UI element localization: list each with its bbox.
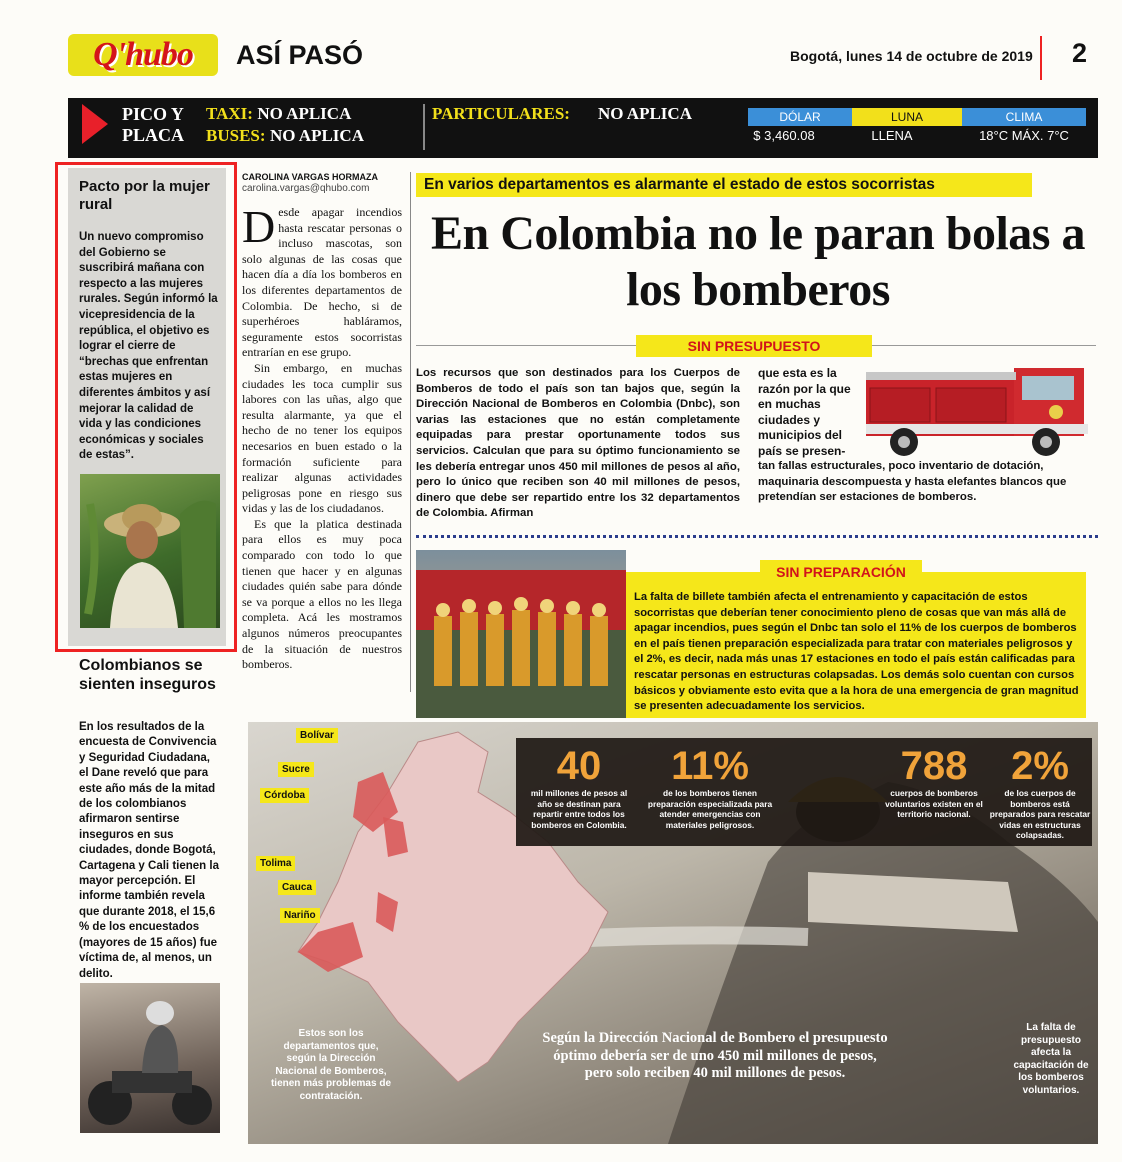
pico-y-placa-label — [122, 104, 184, 146]
side-caption: La falta de presupuesto afecta la capacitación de los bomberos voluntarios. — [1013, 1022, 1089, 1096]
qhubo-logo: Q'hubo — [68, 34, 218, 76]
dolar-value: $ 3,460.08 — [753, 128, 815, 143]
article-paragraph-1 — [242, 201, 402, 361]
sin-preparacion-label: SIN PREPARACIÓN — [760, 560, 922, 584]
map-label-bolivar: Bolívar — [296, 728, 338, 743]
byline: CAROLINA VARGAS HORMAZA — [242, 172, 378, 182]
dotted-divider — [416, 535, 1098, 538]
motorcycle-photo — [80, 983, 220, 1133]
map-label-narino: Nariño — [280, 908, 320, 923]
stat-value-3: 788 — [900, 744, 968, 788]
particulares-value: NO APLICA — [598, 104, 692, 123]
map-caption: Estos son los departamentos que, según la Dirección Nacional de Bomberos, tienen más problemas de contratación. — [270, 1028, 392, 1102]
highlight-frame — [55, 162, 237, 652]
dolar-label: DÓLAR — [748, 108, 852, 126]
stat-value-2: 11% — [671, 744, 749, 788]
presupuesto-text-c: tan fallas estructurales, poco inventario de dotación, maquinaria descompuesta y hasta elefantes blancos que pretendían ser estaciones de bomberos. — [758, 460, 1067, 504]
sidebar-text: Un nuevo compromiso del Gobierno se suscribirá mañana con respecto a las mujeres rurales. Según informó la vicepresidencia de la república, el objetivo es lograr el cierre de “brechas que enfrentan estas mujeres en diferentes ámbitos y así mejorar la calidad de vida y las condiciones económicas y sociales de estas”. — [79, 231, 218, 462]
pico-line-2: PLACA — [122, 125, 184, 145]
particulares-label: PARTICULARES: — [432, 104, 570, 123]
headline: En Colombia no le paran bolas a los bomberos — [431, 207, 1085, 316]
stat-value-1: 40 — [556, 744, 602, 788]
buses-label: BUSES: — [206, 126, 266, 145]
issue-date: Bogotá, lunes 14 de octubre de 2019 — [790, 48, 1033, 64]
presupuesto-text-a: Los recursos que son destinados para los Cuerpos de Bomberos de todo el país son tan bajos que, según la Dirección Nacional de Bomberos en Colombia (Dnbc), son varias las estaciones que no están completamente equipadas para prestar oportunamente todos sus servicios. Calculan que para su óptimo funcionamiento se les debería entregar unos 450 mil millones de pesos al año, pero lo único que reciben son 40 mil millones de pesos, dinero que debe ser repartido entre los 32 departamentos de Colombia. Afirman — [416, 367, 740, 520]
budget-quote: Según la Dirección Nacional de Bombero el presupuesto óptimo debería ser de uno 450 mil millones de pesos, pero solo reciben 40 mil millones de pesos. — [542, 1030, 888, 1081]
header-divider — [1040, 36, 1042, 80]
stat-caption-4: de los cuerpos de bomberos está preparados para rescatar vidas en estructuras colapsadas. — [989, 788, 1091, 841]
taxi-row — [206, 104, 351, 124]
map-label-sucre: Sucre — [278, 762, 314, 777]
buses-value: NO APLICA — [269, 126, 364, 145]
section-title: ASÍ PASÓ — [236, 40, 364, 70]
taxi-label: TAXI: — [206, 104, 253, 123]
bar-divider — [423, 104, 425, 150]
article-paragraph-2: Sin embargo, en muchas ciudades les toca cumplir sus labores con las uñas, algo que resulta alarmante, ya que el hecho de no tener los equipos necesarios en buen estado o la formación suficiente para realizar algunas actividades peligrosas pone en riesgo sus vidas y las de los ciudadanos. — [242, 360, 402, 516]
stat-caption-1: mil millones de pesos al año se destinan para repartir entre todos los bomberos en Colombia. — [530, 788, 628, 830]
stat-caption-2: de los bomberos tienen preparación especializada para atender emergencias con materiales peligrosos. — [647, 788, 773, 830]
firefighters-photo — [416, 550, 626, 718]
presupuesto-text-b: que esta es la razón por la que en muchas ciudades y municipios del país se presen- — [758, 366, 851, 458]
luna-label: LUNA — [852, 108, 962, 126]
page-number: 2 — [1072, 38, 1088, 68]
clima-label: CLIMA — [962, 108, 1086, 126]
stat-caption-3: cuerpos de bomberos voluntarios existen en el territorio nacional. — [885, 788, 983, 820]
sidebar-title: Pacto por la mujer rural — [79, 178, 210, 213]
preparacion-text: La falta de billete también afecta el entrenamiento y capacitación de estos socorristas que deberían tener conocimiento pleno de cosas que van más allá de apagar incendios, pues según el Dnbc tan solo el 11% de los cuerpos de bomberos en el país tienen preparación especializada para tratar con materiales peligrosos y el 2%, es decir, nada más unas 17 estaciones en todo el país están calificadas para rescatar personas en estructuras colapsadas. Los demás solo cuentan con cursos básicos y obviamente esto evita que a la hora de una emergencia de gran magnitud se presenten adecuadamente los servicios. — [634, 591, 1079, 713]
buses-row — [206, 126, 364, 146]
dropcap: D — [242, 201, 276, 252]
map-label-cauca: Cauca — [278, 880, 316, 895]
article-paragraph-3: Es que la platica destinada para ellos es muy poca comparado con todo lo que tienen que hacer y en algunas ciudades quién sabe para dónde se va porque a ellos no les llega completa. Acá les mostramos algunos números preocupantes de la situación de nuestros bomberos. — [242, 516, 402, 672]
map-label-tolima: Tolima — [256, 856, 295, 871]
stat-value-4: 2% — [1011, 744, 1069, 788]
sidebar2-title: Colombianos se sienten inseguros — [79, 657, 216, 693]
kicker: En varios departamentos es alarmante el estado de estos socorristas — [416, 173, 1032, 197]
arrow-icon — [82, 104, 108, 144]
fire-truck-image — [856, 362, 1098, 462]
sin-presupuesto-label: SIN PRESUPUESTO — [636, 335, 872, 357]
taxi-value: NO APLICA — [257, 104, 352, 123]
column-divider — [410, 172, 411, 692]
sidebar2-text: En los resultados de la encuesta de Convivencia y Seguridad Ciudadana, el Dane reveló que para este año más de la mitad de los colombianos afirmaron sentirse inseguros en sus ciudades, donde Bogotá, Cartagena y Cali tienen la mayor percepción. El informe también revela que durante 2018, el 15,6 % de los encuestados (mayores de 15 años) fue víctima de, al menos, un delito. — [79, 721, 219, 980]
pico-line-1: PICO Y — [122, 104, 184, 124]
map-label-cordoba: Córdoba — [260, 788, 309, 803]
article-body — [242, 201, 402, 673]
author-email[interactable]: carolina.vargas@qhubo.com — [242, 183, 370, 194]
paragraph-1-text: esde apagar incendios hasta rescatar personas o incluso mascotas, son solo algunas de las cosas que hacen día a día los bomberos en los diferentes departamentos de Colombia. De hecho, si de superhéroes habláramos, seguramente estos socorristas entrarían en ese grupo. — [242, 205, 402, 360]
luna-value: LLENA — [871, 128, 913, 143]
clima-value: 18°C MÁX. 7°C — [979, 128, 1069, 143]
